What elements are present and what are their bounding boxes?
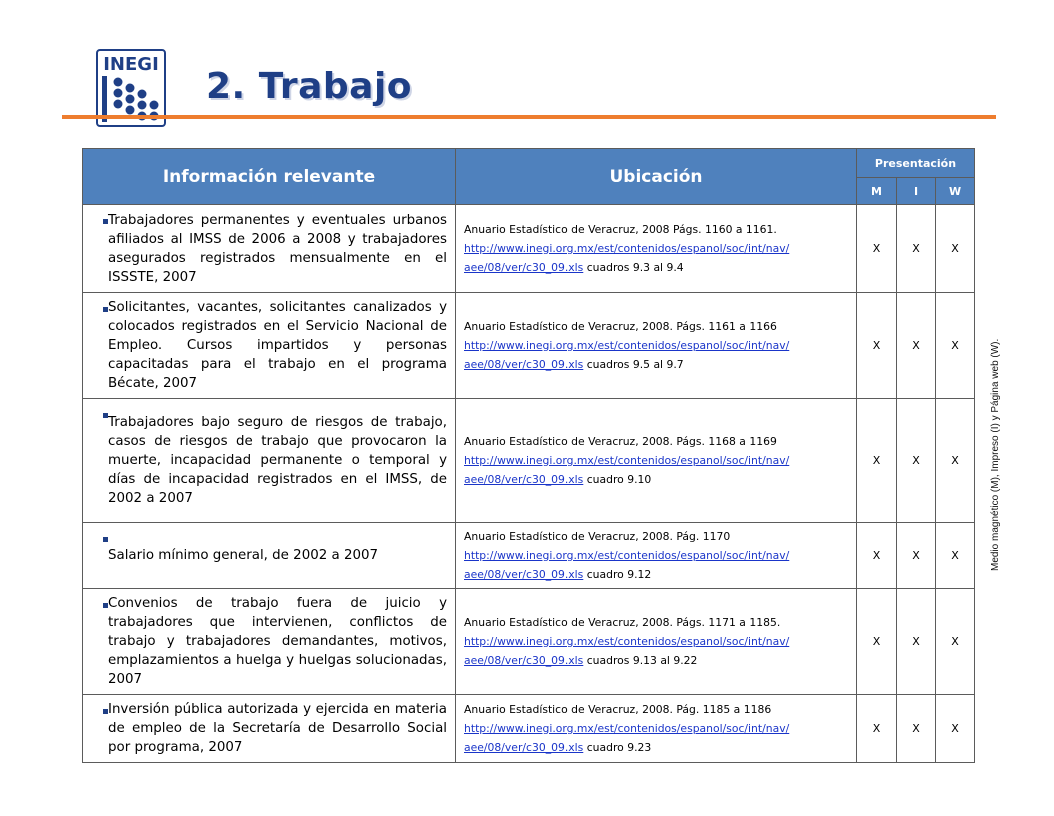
- table-row: [83, 205, 975, 293]
- mark-w: X: [936, 523, 975, 589]
- svg-text:INEGI: INEGI: [103, 54, 159, 75]
- mark-m: X: [857, 695, 897, 763]
- reference-text: Anuario Estadístico de Veracruz, 2008. Págs. 1168 a 1169: [464, 435, 777, 448]
- source-link[interactable]: http://www.inegi.org.mx/est/contenidos/espanol/soc/int/nav/ aee/08/ver/c30_09.xls: [464, 635, 790, 667]
- mark-m: X: [857, 589, 897, 695]
- info-text: Inversión pública autorizada y ejercida en materia de empleo de la Secretaría de Desarrollo Social por programa, 2007: [108, 702, 447, 755]
- source-link[interactable]: http://www.inegi.org.mx/est/contenidos/espanol/soc/int/nav/ aee/08/ver/c30_09.xls: [464, 242, 790, 274]
- reference-text: Anuario Estadístico de Veracruz, 2008. Págs. 1171 a 1185.: [464, 616, 781, 629]
- reference-text: Anuario Estadístico de Veracruz, 2008 Págs. 1160 a 1161.: [464, 223, 777, 236]
- table-row: [83, 523, 975, 589]
- mark-m: X: [857, 399, 897, 523]
- mark-i: X: [897, 589, 936, 695]
- info-table: [82, 148, 975, 763]
- bullet-icon: [103, 307, 108, 312]
- table-row: [83, 589, 975, 695]
- header-m: M: [857, 178, 897, 205]
- bullet-icon: [103, 219, 108, 224]
- source-link[interactable]: http://www.inegi.org.mx/est/contenidos/espanol/soc/int/nav/ aee/08/ver/c30_09.xls: [464, 454, 790, 486]
- table-row: [83, 399, 975, 523]
- info-text: Salario mínimo general, de 2002 a 2007: [108, 548, 379, 563]
- mark-i: X: [897, 205, 936, 293]
- location-cell: [456, 205, 857, 293]
- info-cell: [83, 695, 456, 763]
- mark-w: X: [936, 589, 975, 695]
- mark-w: X: [936, 293, 975, 399]
- info-text: Solicitantes, vacantes, solicitantes canalizados y colocados registrados en el Servicio Nacional de Empleo. Cursos impartidos y personas capacitadas para el trabajo en el programa Bécate, 2007: [108, 300, 447, 391]
- location-cell: [456, 695, 857, 763]
- mark-m: X: [857, 293, 897, 399]
- mark-i: X: [897, 399, 936, 523]
- header-info: Información relevante: [83, 149, 456, 205]
- header-presentacion: Presentación: [857, 149, 975, 178]
- header-w: W: [936, 178, 975, 205]
- mark-i: X: [897, 695, 936, 763]
- bullet-icon: [103, 603, 108, 608]
- source-link[interactable]: http://www.inegi.org.mx/est/contenidos/espanol/soc/int/nav/ aee/08/ver/c30_09.xls: [464, 549, 790, 581]
- mark-w: X: [936, 695, 975, 763]
- location-cell: [456, 399, 857, 523]
- table-row: [83, 695, 975, 763]
- cuadros-text: cuadros 9.13 al 9.22: [583, 654, 698, 667]
- mark-i: X: [897, 293, 936, 399]
- cuadros-text: cuadros 9.3 al 9.4: [583, 261, 684, 274]
- cuadros-text: cuadro 9.23: [583, 741, 652, 754]
- info-cell: [83, 293, 456, 399]
- cuadros-text: cuadro 9.12: [583, 568, 652, 581]
- location-cell: [456, 293, 857, 399]
- source-link[interactable]: http://www.inegi.org.mx/est/contenidos/espanol/soc/int/nav/ aee/08/ver/c30_09.xls: [464, 339, 790, 371]
- cuadros-text: cuadros 9.5 al 9.7: [583, 358, 684, 371]
- info-text: Convenios de trabajo fuera de juicio y trabajadores que intervienen, conflictos de trabajo y trabajadores demandantes, motivos, emplazamientos a huelga y huelgas solucionadas, 2007: [108, 596, 447, 687]
- info-text: Trabajadores bajo seguro de riesgos de trabajo, casos de riesgos de trabajo que provocaron la muerte, incapacidad permanente o temporal y días de incapacidad registrados en el IMSS, de 2002 a 2007: [108, 415, 447, 506]
- table-row: [83, 293, 975, 399]
- mark-w: X: [936, 399, 975, 523]
- info-cell: [83, 589, 456, 695]
- bullet-icon: [103, 413, 108, 418]
- reference-text: Anuario Estadístico de Veracruz, 2008. Pág. 1170: [464, 530, 731, 543]
- header-rule: [62, 115, 996, 119]
- info-text: Trabajadores permanentes y eventuales urbanos afiliados al IMSS de 2006 a 2008 y trabajadores asegurados registrados mensualmente en el ISSSTE, 2007: [108, 212, 447, 285]
- cuadros-text: cuadro 9.10: [583, 473, 652, 486]
- location-cell: [456, 523, 857, 589]
- mark-m: X: [857, 523, 897, 589]
- header-ubicacion: Ubicación: [456, 149, 857, 205]
- reference-text: Anuario Estadístico de Veracruz, 2008. Págs. 1161 a 1166: [464, 320, 777, 333]
- info-cell: [83, 205, 456, 293]
- side-note: Medio magnético (M), Impreso (I) y Página web (W).: [990, 338, 1001, 571]
- reference-text: Anuario Estadístico de Veracruz, 2008. Pág. 1185 a 1186: [464, 703, 772, 716]
- mark-m: X: [857, 205, 897, 293]
- header-i: I: [897, 178, 936, 205]
- bullet-icon: [103, 709, 108, 714]
- page-title: 2. Trabajo: [206, 66, 413, 107]
- info-cell: [83, 523, 456, 589]
- source-link[interactable]: http://www.inegi.org.mx/est/contenidos/espanol/soc/int/nav/ aee/08/ver/c30_09.xls: [464, 722, 790, 754]
- location-cell: [456, 589, 857, 695]
- mark-w: X: [936, 205, 975, 293]
- mark-i: X: [897, 523, 936, 589]
- bullet-icon: [103, 537, 108, 542]
- info-cell: [83, 399, 456, 523]
